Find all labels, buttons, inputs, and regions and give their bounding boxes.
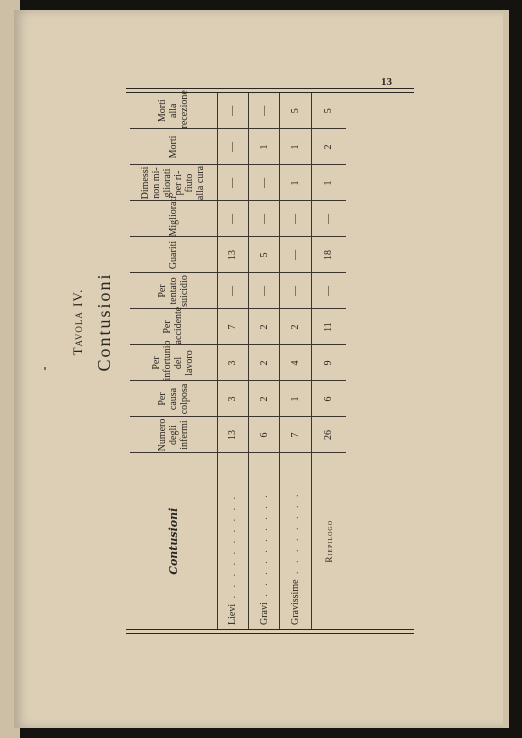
table-cell: 7 [217, 309, 248, 345]
summary-cell: 1 [311, 165, 346, 201]
table-cell: 1 [280, 381, 311, 417]
table-cell: 6 [249, 417, 280, 453]
summary-cell: 9 [311, 345, 346, 381]
corner-header: Contusioni [130, 453, 217, 629]
column-header: Per accidente [130, 309, 217, 345]
column-header: Migliorati [130, 201, 217, 237]
section-title: Contusioni [94, 272, 114, 372]
column-header: Morti [130, 129, 217, 165]
table-cell: — [217, 165, 248, 201]
table-cell: 1 [280, 165, 311, 201]
table-row [217, 93, 248, 629]
table-cell: — [217, 129, 248, 165]
row-label: Gravi . . . . . . . . . . [249, 453, 280, 629]
table-cell: 7 [280, 417, 311, 453]
summary-cell: — [311, 273, 346, 309]
table-cell: — [217, 201, 248, 237]
table-cell: — [249, 201, 280, 237]
table-cell: — [249, 273, 280, 309]
column-header: Per causa colposa [130, 381, 217, 417]
table-cell: 4 [280, 345, 311, 381]
table-cell: 5 [249, 237, 280, 273]
summary-cell: 5 [323, 108, 335, 114]
summary-cell: 26 [311, 417, 346, 453]
table-cell: 2 [249, 381, 280, 417]
table-cell: — [280, 273, 311, 309]
table-cell: — [249, 165, 280, 201]
table-cell: 2 [280, 309, 311, 345]
table-cell: — [217, 93, 248, 129]
table-cell: — [280, 237, 311, 273]
summary-label: Riepilogo [311, 453, 346, 629]
header-row [130, 93, 217, 629]
table-cell: 13 [217, 237, 248, 273]
table-cell: 2 [249, 309, 280, 345]
statistics-table-frame [126, 88, 414, 634]
column-header: Dimessi non mi-gliorati per ri-fiuto alla cura [130, 165, 217, 201]
summary-cell: 11 [311, 309, 346, 345]
summary-cell: 2 [311, 129, 346, 165]
table-cell: — [249, 93, 280, 129]
row-label: Gravissime . . . . . . . . [280, 453, 311, 629]
table-cell: 13 [217, 417, 248, 453]
table-cell: — [280, 201, 311, 237]
paper-speck [44, 367, 46, 370]
column-header: Per infortunio del lavoro [130, 345, 217, 381]
table-cell: 3 [217, 345, 248, 381]
table-cell: 2 [249, 345, 280, 381]
table-cell: 1 [280, 129, 311, 165]
table-bottom-rule [126, 629, 414, 634]
column-header: Morti alla recezione [130, 93, 217, 129]
table-cell: 3 [217, 381, 248, 417]
table-number: Tavola IV. [70, 288, 85, 356]
title-block [70, 232, 126, 412]
table-row [280, 93, 311, 629]
table-cell: 5 [280, 93, 311, 129]
contusions-table [130, 90, 346, 629]
column-header: Per tentato suicidio [130, 273, 217, 309]
row-label: Lievi . . . . . . . . . . [217, 453, 248, 629]
table-row [249, 93, 280, 629]
summary-row [311, 93, 346, 629]
column-header: Numero degli infermi [130, 417, 217, 453]
summary-cell: 6 [311, 381, 346, 417]
summary-cell: — [311, 201, 346, 237]
table-cell: — [217, 273, 248, 309]
page-edge [503, 10, 509, 728]
summary-cell: 18 [311, 237, 346, 273]
column-header: Guariti [130, 237, 217, 273]
page-number: 13 [381, 76, 392, 88]
table-cell: 1 [249, 129, 280, 165]
